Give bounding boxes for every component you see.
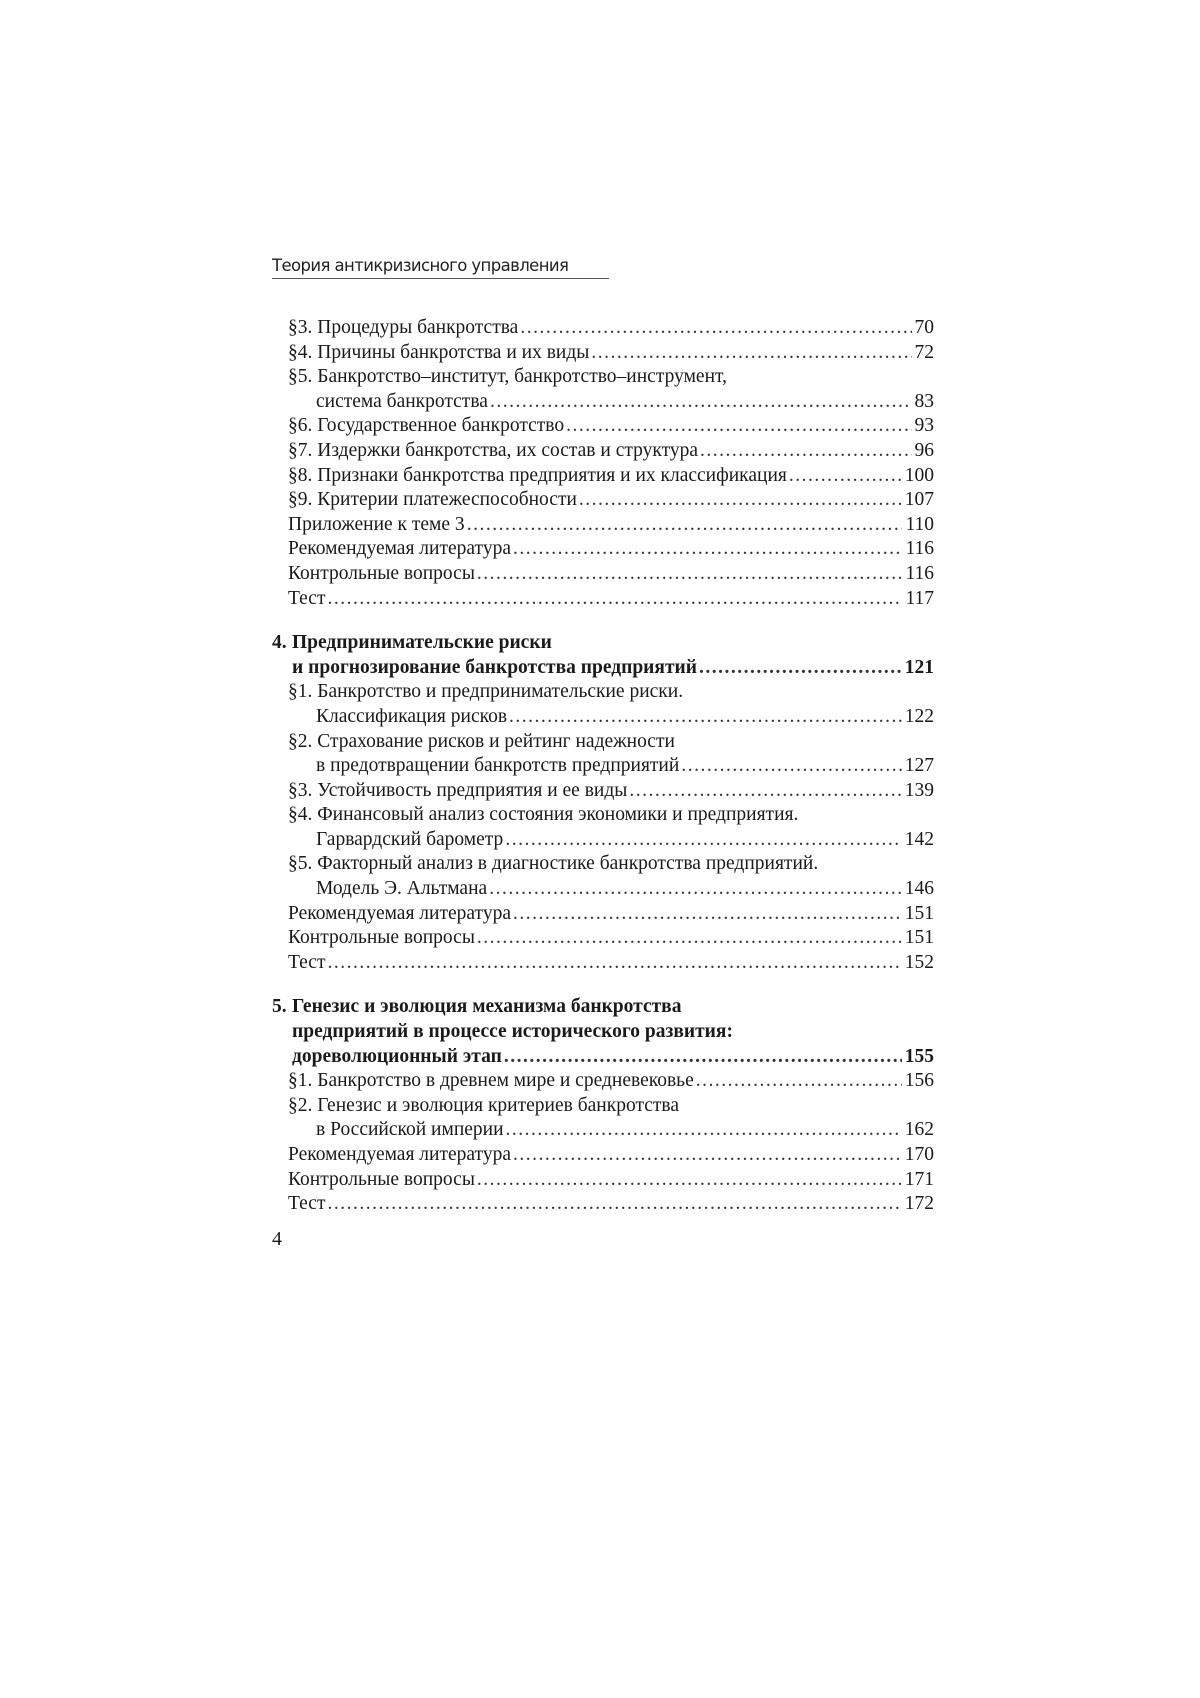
dot-leader: [504, 1045, 902, 1070]
toc-page-number: 170: [904, 1144, 934, 1165]
chapter-number: 4.: [272, 632, 287, 654]
toc-entry: [272, 414, 934, 439]
dot-leader: [513, 537, 902, 562]
toc-entry-line: [288, 1094, 934, 1119]
dot-leader: [505, 828, 901, 853]
toc-entry: [272, 1069, 934, 1094]
toc-entry-title: Рекомендуемая литература: [288, 1144, 511, 1165]
dot-leader: [700, 439, 912, 464]
dot-leader: [681, 754, 901, 779]
toc-entry-line: [288, 926, 934, 951]
toc-entry-line: [288, 562, 934, 587]
toc-entry-title: Генезис и эволюция механизма банкротства: [292, 996, 682, 1018]
toc-entry-line: [288, 365, 934, 390]
toc-entry-continuation: [272, 1020, 934, 1045]
toc-entry: [272, 779, 934, 804]
toc-entry-title: §5. Банкротство–институт, банкротство–инструмент,: [288, 366, 727, 388]
dot-leader: [513, 902, 902, 927]
toc-page-number: 96: [914, 439, 934, 461]
toc-page-number: 121: [904, 656, 934, 678]
toc-page-number: 122: [904, 705, 934, 727]
dot-leader: [506, 1118, 902, 1143]
toc-entry-continuation: [288, 705, 934, 730]
dot-leader: [328, 587, 903, 612]
toc-page-number: 171: [904, 1168, 934, 1190]
toc-page-number: 151: [904, 927, 934, 949]
toc-entry: [272, 537, 934, 562]
toc-page-number: 155: [904, 1045, 934, 1067]
toc-entry: [272, 1168, 934, 1193]
dot-leader: [328, 951, 902, 976]
toc-entry-line: [288, 1069, 934, 1094]
toc-entry-line: [288, 439, 934, 464]
toc-entry-title: §7. Издержки банкротства, их состав и структура: [288, 439, 698, 461]
toc-entry-continuation: [288, 828, 934, 853]
toc-page-number: 70: [914, 317, 934, 338]
toc-entry-title: §4. Причины банкротства и их виды: [288, 341, 590, 363]
toc-entry-line: [288, 513, 934, 538]
toc-entry-title: Классификация рисков: [316, 705, 508, 727]
dot-leader: [520, 316, 911, 341]
toc-entry-line: [288, 341, 934, 366]
toc-entry-line: [272, 995, 934, 1020]
toc-entry-title: §2. Генезис и эволюция критериев банкротства: [288, 1094, 679, 1116]
toc-entry-title: в Российской империи: [316, 1119, 504, 1141]
toc-page-number: 146: [904, 878, 934, 900]
toc-entry-continuation: [272, 1045, 934, 1070]
toc-page-number: 127: [904, 755, 934, 777]
toc-entry: [272, 439, 934, 464]
dot-leader: [579, 488, 902, 513]
dot-leader: [591, 341, 911, 366]
toc-page-number: 162: [904, 1119, 934, 1141]
toc-entry-line: [288, 779, 934, 804]
toc-chapter: [272, 631, 934, 680]
toc-entry: [272, 803, 934, 852]
dot-leader: [467, 513, 903, 538]
toc-entry-continuation: [272, 656, 934, 681]
toc-entry-title: Гарвардский барометр: [316, 828, 504, 850]
toc-entry-continuation: [288, 877, 934, 902]
toc-entry-title: дореволюционный этап: [292, 1045, 502, 1067]
toc-entry: [272, 464, 934, 489]
toc-entry-continuation: [288, 1118, 934, 1143]
dot-leader: [477, 926, 902, 951]
toc-chapter: [272, 995, 934, 1069]
toc-entry-line: [288, 587, 934, 612]
toc-entry-line: [288, 464, 934, 489]
toc-entry: [272, 1192, 934, 1217]
toc-entry: [272, 513, 934, 538]
toc-entry-continuation: [288, 390, 934, 415]
toc-entry-title: §3. Процедуры банкротства: [288, 317, 519, 338]
toc-entry-title: и прогнозирование банкротства предприятий: [292, 656, 698, 678]
toc-entry-title: Рекомендуемая литература: [288, 538, 511, 560]
toc-entry-title: Тест: [288, 587, 326, 609]
dot-leader: [490, 390, 912, 415]
toc-entry-title: Тест: [288, 951, 326, 973]
dot-leader: [789, 464, 902, 489]
toc-entry-line: [288, 803, 934, 828]
dot-leader: [328, 1192, 902, 1217]
toc-page-number: 139: [904, 779, 934, 801]
toc-entry-line: [288, 1192, 934, 1217]
toc-entry-title: §6. Государственное банкротство: [288, 415, 565, 437]
toc-entry-title: §1. Банкротство в древнем мире и средневековье: [288, 1070, 694, 1092]
toc-entry-title: Тест: [288, 1193, 326, 1215]
toc-entry-title: предприятий в процессе исторического развития:: [292, 1021, 733, 1043]
toc-entry-line: [272, 631, 934, 656]
dot-leader: [629, 779, 901, 804]
toc-page-number: 172: [904, 1193, 934, 1215]
toc-page-number: 116: [905, 538, 934, 560]
toc-entry-line: [288, 902, 934, 927]
page-number: 4: [272, 1228, 282, 1250]
toc-entry-line: [288, 1143, 934, 1168]
toc-entry-title: в предотвращении банкротств предприятий: [316, 755, 680, 777]
dot-leader: [509, 705, 902, 730]
table-of-contents: [272, 316, 934, 1217]
toc-entry-line: [288, 1168, 934, 1193]
toc-entry-title: Контрольные вопросы: [288, 927, 475, 949]
toc-page-number: 156: [904, 1070, 934, 1092]
toc-entry-title: Контрольные вопросы: [288, 1168, 475, 1190]
dot-leader: [696, 1069, 902, 1094]
toc-entry-line: [288, 852, 934, 877]
toc-entry: [272, 341, 934, 366]
toc-entry-line: [288, 680, 934, 705]
toc-page-number: 100: [904, 464, 934, 486]
toc-entry: [272, 680, 934, 729]
toc-entry: [272, 488, 934, 513]
dot-leader: [489, 877, 902, 902]
toc-entry: [272, 902, 934, 927]
toc-entry-line: [288, 537, 934, 562]
toc-entry: [272, 926, 934, 951]
toc-entry: [272, 852, 934, 901]
dot-leader: [566, 414, 911, 439]
toc-page-number: 110: [905, 513, 934, 535]
toc-entry-title: §5. Факторный анализ в диагностике банкротства предприятий.: [288, 853, 819, 875]
toc-entry-title: §2. Страхование рисков и рейтинг надежности: [288, 730, 675, 752]
toc-entry: [272, 1143, 934, 1168]
toc-entry-line: [288, 414, 934, 439]
chapter-number: 5.: [272, 996, 287, 1018]
toc-entry: [272, 365, 934, 414]
toc-page-number: 151: [904, 902, 934, 924]
toc-entry-title: Рекомендуемая литература: [288, 902, 511, 924]
running-header: Теория антикризисного управления: [272, 256, 609, 279]
toc-page-number: 72: [914, 341, 934, 363]
toc-page-number: 142: [904, 828, 934, 850]
toc-entry: [272, 587, 934, 612]
toc-page-number: 152: [904, 951, 934, 973]
toc-entry-title: Приложение к теме 3: [288, 513, 465, 535]
toc-entry: [272, 730, 934, 779]
toc-entry-title: система банкротства: [316, 390, 488, 412]
toc-page-number: 116: [905, 562, 934, 584]
dot-leader: [477, 1168, 902, 1193]
dot-leader: [477, 562, 903, 587]
toc-entry-title: §3. Устойчивость предприятия и ее виды: [288, 779, 628, 801]
toc-entry: [272, 316, 934, 341]
toc-entry-title: §4. Финансовый анализ состояния экономики и предприятия.: [288, 804, 799, 826]
toc-page-number: 93: [914, 415, 934, 437]
toc-page-number: 107: [904, 489, 934, 511]
toc-entry-title: Контрольные вопросы: [288, 562, 475, 584]
toc-entry-continuation: [288, 754, 934, 779]
toc-entry: [272, 951, 934, 976]
toc-entry-title: §9. Критерии платежеспособности: [288, 489, 577, 511]
toc-entry-title: §8. Признаки банкротства предприятия и их классификация: [288, 464, 787, 486]
toc-page-number: 117: [905, 587, 934, 609]
dot-leader: [699, 656, 902, 681]
toc-entry-title: §1. Банкротство и предпринимательские риски.: [288, 681, 684, 703]
toc-entry-title: Модель Э. Альтмана: [316, 878, 488, 900]
toc-entry-line: [288, 951, 934, 976]
toc-entry-title: Предпринимательские риски: [292, 632, 552, 654]
toc-entry: [272, 562, 934, 587]
toc-entry-line: [288, 316, 934, 341]
toc-entry: [272, 1094, 934, 1143]
toc-entry-line: [288, 730, 934, 755]
toc-entry-line: [288, 488, 934, 513]
dot-leader: [513, 1143, 902, 1168]
toc-page-number: 83: [914, 390, 934, 412]
